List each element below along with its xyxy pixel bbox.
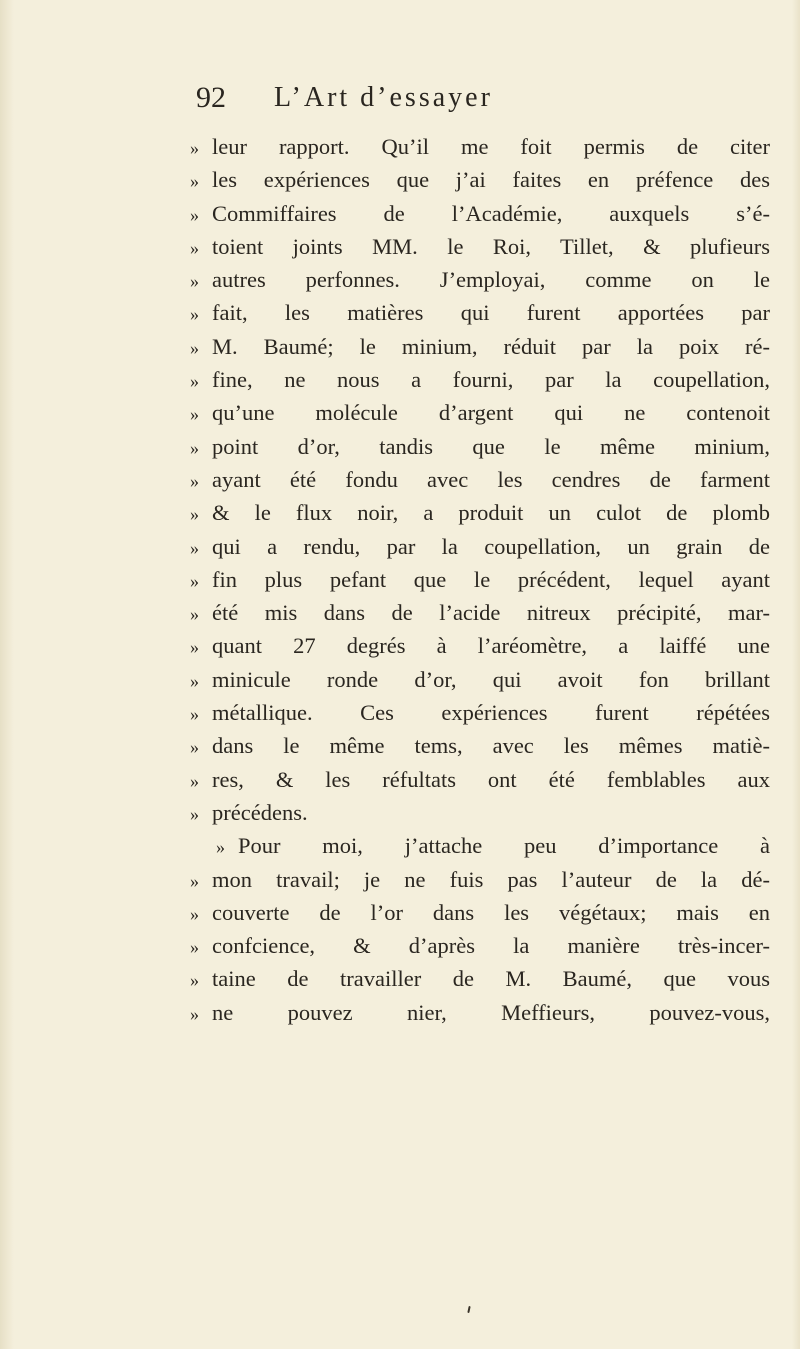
text-line bbox=[190, 296, 770, 329]
text-line bbox=[190, 463, 770, 496]
line-text: couverte de l’or dans les végétaux; mais en bbox=[212, 899, 770, 925]
text-line bbox=[190, 763, 770, 796]
quote-mark: » bbox=[190, 470, 199, 491]
text-line bbox=[190, 496, 770, 529]
text-line bbox=[190, 396, 770, 429]
ink-speck bbox=[467, 1306, 470, 1313]
quote-mark: » bbox=[190, 404, 199, 425]
line-text: confcience, & d’après la manière très-incer- bbox=[212, 933, 770, 959]
body-text bbox=[190, 130, 770, 1029]
text-line bbox=[190, 696, 770, 729]
text-line bbox=[190, 530, 770, 563]
text-line bbox=[190, 430, 770, 463]
line-text: Pour moi, j’attache peu d’importance à bbox=[238, 833, 770, 859]
text-line bbox=[190, 929, 770, 962]
line-text: mon travail; je ne fuis pas l’auteur de la dé- bbox=[212, 866, 770, 892]
text-line bbox=[190, 263, 770, 296]
page-edge-right bbox=[792, 0, 800, 1349]
quote-mark: » bbox=[190, 237, 199, 258]
running-title: L’Art d’essayer bbox=[274, 82, 493, 113]
quote-mark: » bbox=[190, 304, 199, 325]
text-line bbox=[190, 829, 770, 862]
quote-mark: » bbox=[190, 570, 199, 591]
page-edge-left bbox=[0, 0, 14, 1349]
text-line bbox=[190, 796, 770, 829]
line-text: qu’une molécule d’argent qui ne contenoit bbox=[212, 400, 770, 426]
text-line bbox=[190, 596, 770, 629]
line-text: point d’or, tandis que le même minium, bbox=[212, 433, 770, 459]
quote-mark: » bbox=[190, 204, 199, 225]
quote-mark: » bbox=[216, 837, 225, 858]
line-text: autres perfonnes. J’employai, comme on le bbox=[212, 267, 770, 293]
line-text: toient joints MM. le Roi, Tillet, & plufieurs bbox=[212, 233, 770, 259]
line-text: taine de travailler de M. Baumé, que vous bbox=[212, 966, 770, 992]
quote-mark: » bbox=[190, 604, 199, 625]
quote-mark: » bbox=[190, 138, 199, 158]
text-line bbox=[190, 962, 770, 995]
page-header bbox=[196, 78, 656, 118]
text-line bbox=[190, 629, 770, 662]
quote-mark: » bbox=[190, 437, 199, 458]
text-line bbox=[190, 163, 770, 196]
line-text: Commiffaires de l’Académie, auxquels s’é- bbox=[212, 200, 770, 226]
quote-mark: » bbox=[190, 1003, 199, 1024]
text-line bbox=[190, 130, 770, 163]
line-text: minicule ronde d’or, qui avoit fon brillant bbox=[212, 666, 770, 692]
quote-mark: » bbox=[190, 737, 199, 758]
text-line bbox=[190, 996, 770, 1029]
quote-mark: » bbox=[190, 337, 199, 358]
text-line bbox=[190, 863, 770, 896]
line-text: métallique. Ces expériences furent répétées bbox=[212, 700, 770, 726]
line-text: ne pouvez nier, Meffieurs, pouvez-vous, bbox=[212, 999, 770, 1025]
line-text: été mis dans de l’acide nitreux précipité, mar- bbox=[212, 600, 770, 626]
line-text: M. Baumé; le minium, réduit par la poix ré- bbox=[212, 333, 770, 359]
quote-mark: » bbox=[190, 670, 199, 691]
text-line bbox=[190, 330, 770, 363]
quote-mark: » bbox=[190, 271, 199, 292]
line-text: fait, les matières qui furent apportées par bbox=[212, 300, 770, 326]
line-text: res, & les réfultats ont été femblables aux bbox=[212, 766, 770, 792]
text-line bbox=[190, 197, 770, 230]
text-line bbox=[190, 729, 770, 762]
quote-mark: » bbox=[190, 537, 199, 558]
quote-mark: » bbox=[190, 870, 199, 891]
text-line bbox=[190, 230, 770, 263]
quote-mark: » bbox=[190, 504, 199, 525]
text-line bbox=[190, 363, 770, 396]
line-text: les expériences que j’ai faites en préfence des bbox=[212, 167, 770, 193]
line-text: ayant été fondu avec les cendres de farment bbox=[212, 466, 770, 492]
line-text: qui a rendu, par la coupellation, un grain de bbox=[212, 533, 770, 559]
quote-mark: » bbox=[190, 171, 199, 192]
page-number: 92 bbox=[196, 81, 226, 114]
line-text: & le flux noir, a produit un culot de plomb bbox=[212, 500, 770, 526]
text-line bbox=[190, 896, 770, 929]
line-text: fin plus pefant que le précédent, lequel ayant bbox=[212, 566, 770, 592]
quote-mark: » bbox=[190, 637, 199, 658]
quote-mark: » bbox=[190, 371, 199, 392]
quote-mark: » bbox=[190, 803, 199, 824]
quote-mark: » bbox=[190, 903, 199, 924]
line-text: dans le même tems, avec les mêmes matiè- bbox=[212, 733, 770, 759]
text-line bbox=[190, 563, 770, 596]
quote-mark: » bbox=[190, 937, 199, 958]
quote-mark: » bbox=[190, 970, 199, 991]
line-text: précédens. bbox=[212, 799, 308, 825]
line-text: quant 27 degrés à l’aréomètre, a laiffé une bbox=[212, 633, 770, 659]
line-text: leur rapport. Qu’il me foit permis de citer bbox=[212, 134, 770, 159]
line-text: fine, ne nous a fourni, par la coupellation, bbox=[212, 367, 770, 393]
quote-mark: » bbox=[190, 770, 199, 791]
quote-mark: » bbox=[190, 704, 199, 725]
text-line bbox=[190, 663, 770, 696]
